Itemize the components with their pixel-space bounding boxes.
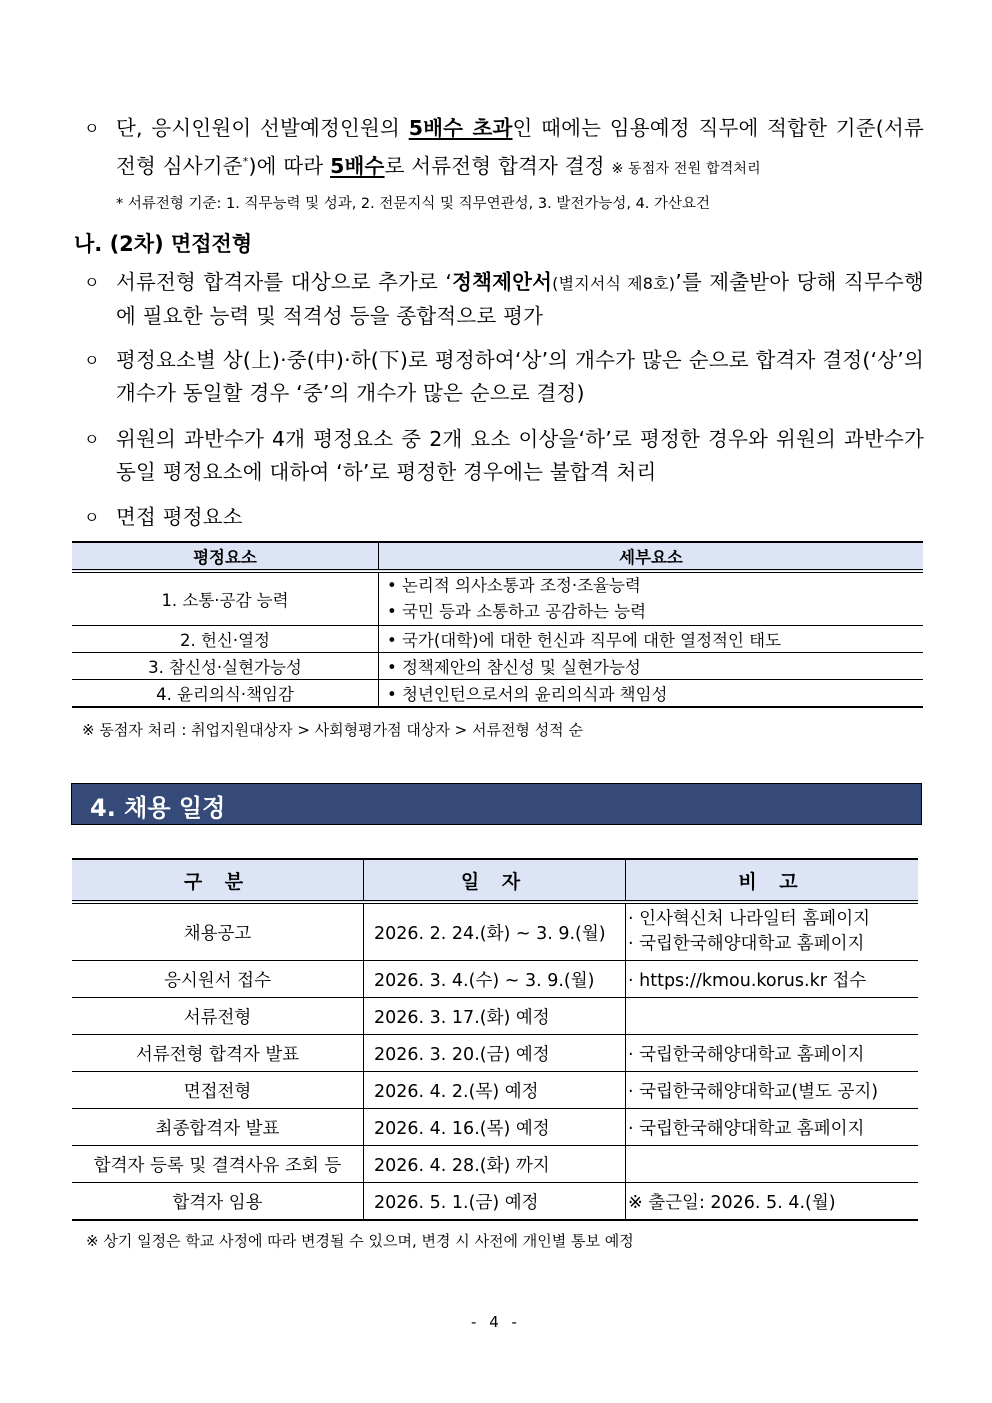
screening-limit-paragraph: [84, 112, 924, 186]
table-row: 4. 윤리의식·책임감 • 청년인턴으로서의 윤리의식과 책임성: [72, 680, 923, 708]
section-title-bar: [71, 783, 922, 825]
policy-proposal-emphasis: 정책제안서: [452, 270, 553, 294]
schedule-change-note: ※ 상기 일정은 학교 사정에 따라 변경될 수 있으며, 변경 시 사전에 개인별 통보 예정: [86, 1232, 634, 1250]
table-row: 합격자 등록 및 결격사유 조회 등 2026. 4. 28.(화) 까지: [72, 1146, 918, 1183]
table-row: 서류전형 합격자 발표 2026. 3. 20.(금) 예정 · 국립한국해양대학교 홈페이지: [72, 1035, 918, 1072]
column-header: 세부요소: [379, 542, 924, 571]
tie-note: ※ 동점자 전원 합격처리: [611, 160, 761, 177]
table-header-row: [72, 859, 918, 902]
table-row: 합격자 임용 2026. 5. 1.(금) 예정 ※ 출근일: 2026. 5. 4.(월): [72, 1183, 918, 1221]
column-header-category: 구 분: [72, 859, 364, 902]
table-row: 서류전형 2026. 3. 17.(화) 예정: [72, 998, 918, 1035]
table-row: 1. 소통·공감 능력 • 논리적 의사소통과 조정·조율능력 • 국민 등과 소통하고 공감하는 능력: [72, 571, 923, 626]
emphasis-5x-exceed: 5배수 초과: [408, 116, 513, 140]
page-number: - 4 -: [471, 1313, 521, 1331]
table-header-row: [72, 542, 923, 571]
bullet-mark: ㅇ: [84, 430, 100, 449]
table-row: 3. 참신성·실현가능성 • 정책제안의 참신성 및 실현가능성: [72, 653, 923, 680]
interview-item-4: ㅇ 면접 평정요소: [84, 501, 924, 534]
emphasis-5x: 5배수: [330, 153, 385, 178]
table-row: 최종합격자 발표 2026. 4. 16.(목) 예정 · 국립한국해양대학교 홈페이지: [72, 1109, 918, 1146]
table-row: 응시원서 접수 2026. 3. 4.(수) ~ 3. 9.(월) · https://kmou.korus.kr 접수: [72, 961, 918, 998]
recruitment-schedule-table: [72, 858, 918, 1221]
table-row: 채용공고 2026. 2. 24.(화) ~ 3. 9.(월) · 인사혁신처 나라일터 홈페이지 · 국립한국해양대학교 홈페이지: [72, 902, 918, 961]
bullet-mark: ㅇ: [84, 119, 100, 138]
interview-item-3: ㅇ 위원의 과반수가 4개 평정요소 중 2개 요소 이상을‘하’로 평정한 경우와 위원의 과반수가 동일 평정요소에 대하여 ‘하’로 평정한 경우에는 불합격 처리: [84, 423, 924, 489]
interview-section-heading: 나. (2차) 면접전형: [74, 232, 253, 256]
evaluation-elements-table: [72, 541, 923, 708]
bullet-mark: ㅇ: [84, 351, 100, 370]
tie-break-note: ※ 동점자 처리 : 취업지원대상자 > 사회형평가점 대상자 > 서류전형 성적 순: [82, 721, 583, 739]
section-title: 4. 채용 일정: [90, 794, 226, 822]
column-header: 평정요소: [72, 542, 379, 571]
table-row: 면접전형 2026. 4. 2.(목) 예정 · 국립한국해양대학교(별도 공지): [72, 1072, 918, 1109]
bullet-mark: ㅇ: [84, 508, 100, 527]
bullet-mark: ㅇ: [84, 273, 100, 292]
screening-criteria-footnote: * 서류전형 기준: 1. 직무능력 및 성과, 2. 전문지식 및 직무연관성, 3. 발전가능성, 4. 가산요건: [116, 196, 711, 212]
paragraph-text: 단, 응시인원이 선발예정인원의 5배수 초과인 때에는 임용예정 직무에 적합한 기준(서류전형 심사기준*)에 따라 5배수로 서류전형 합격자 결정 ※ 동점자 전원 합격처리: [116, 116, 924, 178]
interview-item-2: ㅇ 평정요소별 상(上)·중(中)·하(下)로 평정하여‘상’의 개수가 많은 순으로 합격자 결정(‘상’의 개수가 동일할 경우 ‘중’의 개수가 많은 순으로 결정): [84, 344, 924, 410]
column-header-remarks: 비 고: [626, 859, 919, 902]
interview-item-1: ㅇ 서류전형 합격자를 대상으로 추가로 ‘정책제안서(별지서식 제8호)’를 제출받아 당해 직무수행에 필요한 능력 및 적격성 등을 종합적으로 평가: [84, 266, 924, 333]
column-header-date: 일 자: [364, 859, 626, 902]
table-row: 2. 헌신·열정 • 국가(대학)에 대한 헌신과 직무에 대한 열정적인 태도: [72, 626, 923, 653]
